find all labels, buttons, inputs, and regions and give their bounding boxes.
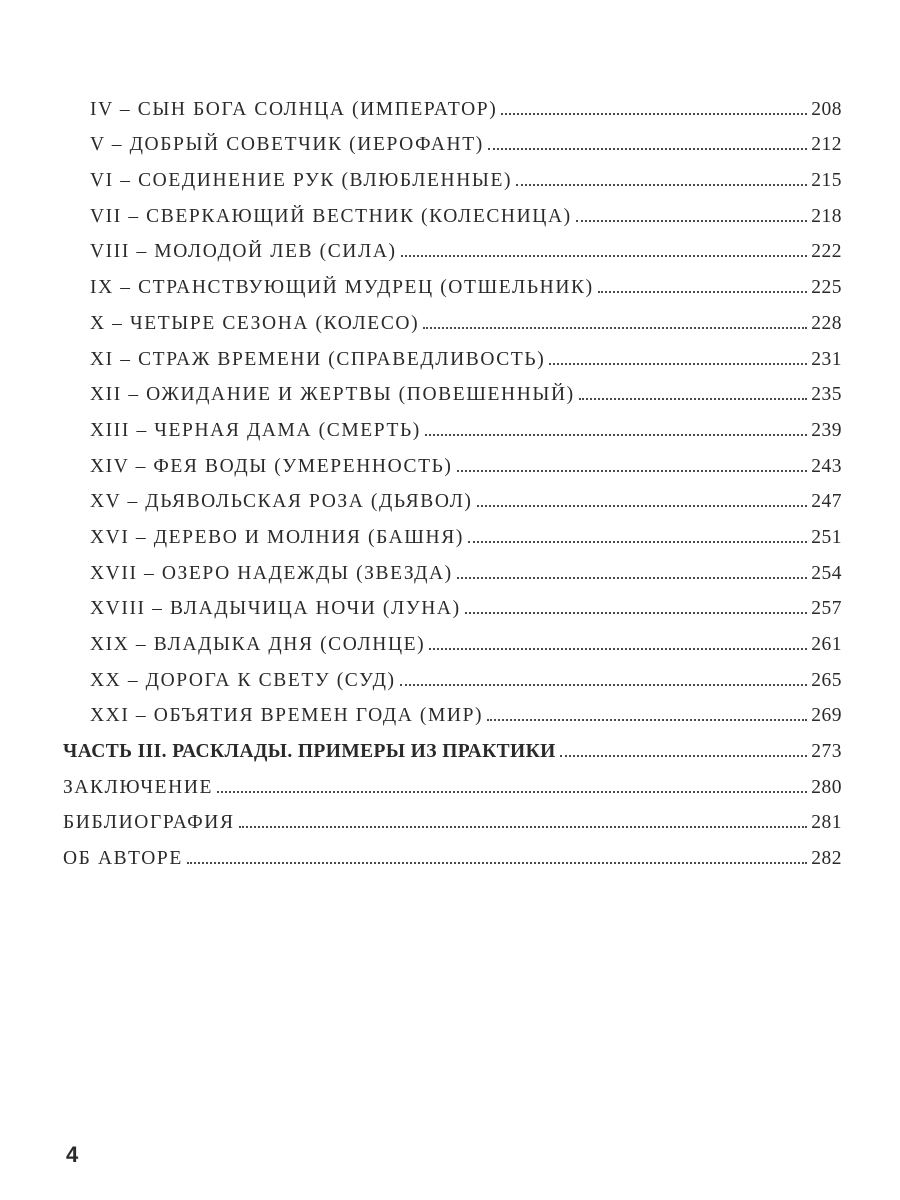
toc-entry[interactable] xyxy=(0,586,900,622)
toc-entry[interactable] xyxy=(0,621,900,657)
toc-entry-page: 265 xyxy=(811,669,842,691)
toc-entry-page: 215 xyxy=(811,170,842,192)
dot-leader xyxy=(516,184,807,186)
toc-entry[interactable] xyxy=(0,443,900,479)
toc-entry[interactable] xyxy=(0,550,900,586)
toc-entry[interactable] xyxy=(0,157,900,193)
toc-entry-page: 273 xyxy=(811,741,842,763)
dot-leader xyxy=(400,684,808,686)
toc-entry[interactable] xyxy=(0,122,900,158)
dot-leader xyxy=(187,862,807,864)
toc-entry-title: XX – ДОРОГА К СВЕТУ (СУД) xyxy=(90,669,396,691)
toc-entry-page: 254 xyxy=(811,562,842,584)
page-number: 4 xyxy=(66,1142,79,1167)
toc-entry[interactable] xyxy=(0,728,900,764)
toc-entry-title: VIII – МОЛОДОЙ ЛЕВ (СИЛА) xyxy=(90,241,397,263)
toc-entry-page: 269 xyxy=(811,705,842,727)
dot-leader xyxy=(501,113,807,115)
toc-entry[interactable] xyxy=(0,300,900,336)
dot-leader xyxy=(488,148,807,150)
toc-entry[interactable] xyxy=(0,514,900,550)
toc-entry-title: XVI – ДЕРЕВО И МОЛНИЯ (БАШНЯ) xyxy=(90,526,464,548)
toc-entry-title: XII – ОЖИДАНИЕ И ЖЕРТВЫ (ПОВЕШЕННЫЙ) xyxy=(90,384,575,406)
dot-leader xyxy=(598,291,808,293)
dot-leader xyxy=(579,398,807,400)
toc-entry-title: БИБЛИОГРАФИЯ xyxy=(63,812,235,834)
dot-leader xyxy=(425,434,807,436)
toc-entry[interactable] xyxy=(0,835,900,871)
toc-entry[interactable] xyxy=(0,479,900,515)
toc-entry-page: 222 xyxy=(811,241,842,263)
toc-entry-page: 239 xyxy=(811,419,842,441)
toc-entry-title: V – ДОБРЫЙ СОВЕТЧИК (ИЕРОФАНТ) xyxy=(90,134,484,156)
table-of-contents xyxy=(0,86,900,871)
toc-entry-title: XV – ДЬЯВОЛЬСКАЯ РОЗА (ДЬЯВОЛ) xyxy=(90,491,473,513)
toc-entry-title: XIII – ЧЕРНАЯ ДАМА (СМЕРТЬ) xyxy=(90,419,421,441)
toc-entry[interactable] xyxy=(0,193,900,229)
toc-entry-title: XXI – ОБЪЯТИЯ ВРЕМЕН ГОДА (МИР) xyxy=(90,705,484,727)
dot-leader xyxy=(468,541,807,543)
toc-entry-title: VI – СОЕДИНЕНИЕ РУК (ВЛЮБЛЕННЫЕ) xyxy=(90,170,513,192)
toc-entry-title: XIV – ФЕЯ ВОДЫ (УМЕРЕННОСТЬ) xyxy=(90,455,453,477)
toc-entry-title: XVIII – ВЛАДЫЧИЦА НОЧИ (ЛУНА) xyxy=(90,598,461,620)
toc-entry-page: 281 xyxy=(811,812,842,834)
dot-leader xyxy=(560,755,808,757)
toc-entry-title: IV – СЫН БОГА СОЛНЦА (ИМПЕРАТОР) xyxy=(90,98,498,120)
toc-entry-page: 231 xyxy=(811,348,842,370)
toc-entry[interactable] xyxy=(0,764,900,800)
toc-entry-page: 257 xyxy=(811,598,842,620)
toc-entry[interactable] xyxy=(0,264,900,300)
toc-entry[interactable] xyxy=(0,407,900,443)
toc-entry-page: 208 xyxy=(811,98,842,120)
toc-entry-page: 261 xyxy=(811,634,842,655)
toc-entry[interactable] xyxy=(0,86,900,122)
toc-entry-page: 280 xyxy=(811,776,842,798)
dot-leader xyxy=(217,791,807,793)
dot-leader xyxy=(457,470,808,472)
dot-leader xyxy=(423,327,807,329)
toc-entry-title: XIX – ВЛАДЫКА ДНЯ (СОЛНЦЕ) xyxy=(90,634,426,655)
dot-leader xyxy=(549,363,807,365)
toc-entry[interactable] xyxy=(0,229,900,265)
toc-entry-title: ЧАСТЬ III. РАСКЛАДЫ. ПРИМЕРЫ ИЗ ПРАКТИКИ xyxy=(63,741,556,763)
toc-entry-page: 247 xyxy=(811,491,842,513)
toc-entry-page: 235 xyxy=(811,384,842,406)
toc-entry[interactable] xyxy=(0,336,900,372)
dot-leader xyxy=(239,826,808,828)
toc-entry-title: ОБ АВТОРЕ xyxy=(63,848,183,870)
dot-leader xyxy=(429,648,807,650)
dot-leader xyxy=(457,577,807,579)
toc-entry-page: 218 xyxy=(811,205,842,227)
toc-entry-title: IX – СТРАНСТВУЮЩИЙ МУДРЕЦ (ОТШЕЛЬНИК) xyxy=(90,277,594,299)
toc-entry[interactable] xyxy=(0,800,900,836)
dot-leader xyxy=(487,719,807,721)
toc-entry-title: ЗАКЛЮЧЕНИЕ xyxy=(63,776,214,798)
toc-entry-page: 228 xyxy=(811,312,842,334)
toc-entry-page: 243 xyxy=(811,455,842,477)
toc-entry[interactable] xyxy=(0,657,900,693)
toc-entry-page: 225 xyxy=(811,277,842,299)
toc-entry-page: 212 xyxy=(811,134,842,156)
toc-entry-title: XVII – ОЗЕРО НАДЕЖДЫ (ЗВЕЗДА) xyxy=(90,562,453,584)
toc-entry[interactable] xyxy=(0,693,900,729)
dot-leader xyxy=(401,255,808,257)
toc-entry[interactable] xyxy=(0,372,900,408)
toc-entry-title: VII – СВЕРКАЮЩИЙ ВЕСТНИК (КОЛЕСНИЦА) xyxy=(90,205,572,227)
dot-leader xyxy=(465,612,808,614)
toc-entry-title: X – ЧЕТЫРЕ СЕЗОНА (КОЛЕСО) xyxy=(90,312,420,334)
dot-leader xyxy=(477,505,808,507)
toc-entry-page: 251 xyxy=(811,526,842,548)
toc-entry-title: XI – СТРАЖ ВРЕМЕНИ (СПРАВЕДЛИВОСТЬ) xyxy=(90,348,546,370)
dot-leader xyxy=(576,220,807,222)
toc-entry-page: 282 xyxy=(811,848,842,870)
